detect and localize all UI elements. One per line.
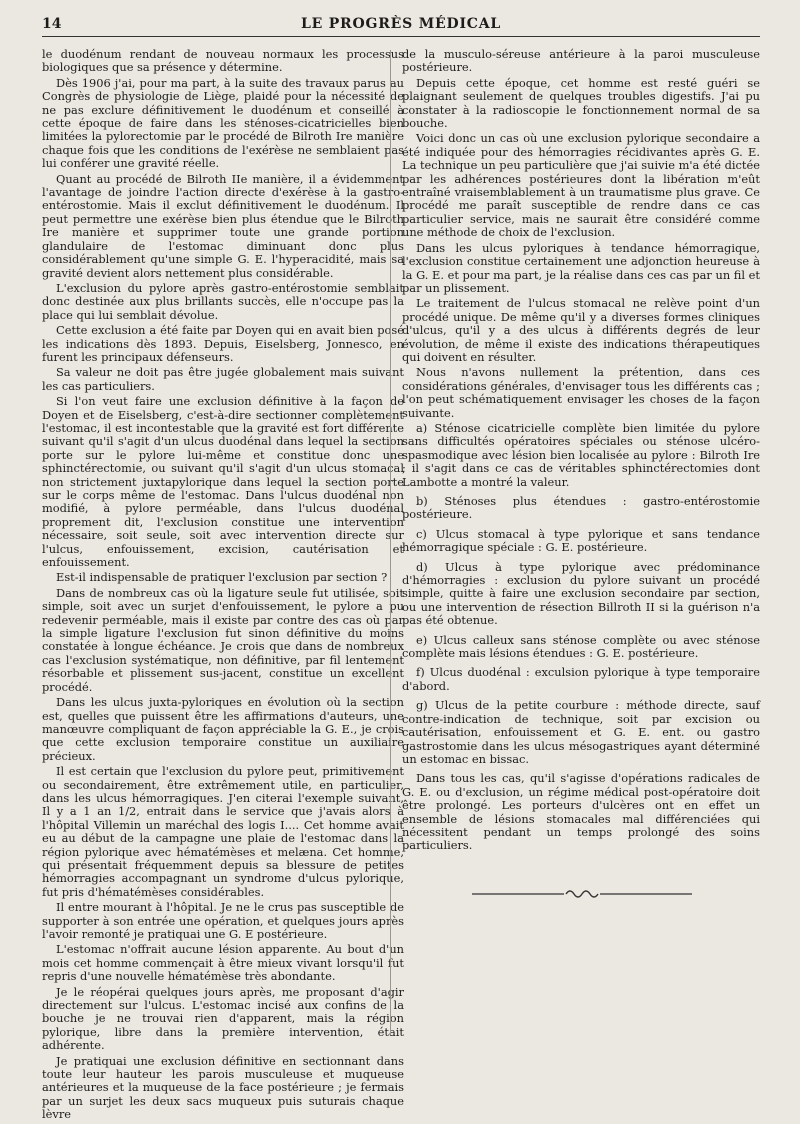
list-item: e) Ulcus calleux sans sténose complète ou avec sténose complète mais lésions étendues : G. E. postérieure. (402, 632, 760, 661)
paragraph: Je le réopérai quelques jours après, me proposant d'agir directement sur l'ulcus. L'estomac incisé aux confins de la bouche je ne trouvai rien d'apparent, mais la région pylorique, libre dans la première intervention, était adhérente. (42, 984, 404, 1053)
paragraph: Sa valeur ne doit pas être jugée globalement mais suivant les cas particuliers. (42, 365, 404, 393)
paragraph: Il entre mourant à l'hôpital. Je ne le crus pas susceptible de supporter à son entrée une opération, et quelques jours après l'avoir remonté je pratiquai une G. E postérieure. (42, 900, 404, 941)
list-item: f) Ulcus duodénal : exculsion pylorique à type temporaire d'abord. (402, 665, 760, 693)
paragraph: le duodénum rendant de nouveau normaux les processus biologiques que sa présence y détermine. (42, 47, 404, 75)
end-ornament-icon (472, 886, 692, 902)
paragraph: Dans les ulcus juxta-pyloriques en évolution où la section est, quelles que puissent être les affirmations d'auteurs, une manœuvre compliquant de façon appréciable la G. E., je crois que cette exclusion temporaire constitue un auxiliaire précieux. (42, 695, 404, 763)
paragraph: Cette exclusion a été faite par Doyen qui en avait bien posé les indications dès 1893. Depuis, Eiselsberg, Jonnesco, en furent les principaux défenseurs. (42, 323, 404, 364)
list-item: a) Sténose cicatricielle complète bien limitée du pylore sans difficultés opératoires spéciales ou sténose ulcéro-spasmodique avec lésion bien localisée au pylore : Bilroth Ire ; il s'agit dans ce cas de véritables sphinctérectomies dont Lambotte a montré la valeur. (402, 420, 760, 489)
paragraph: Si l'on veut faire une exclusion définitive à la façon de Doyen et de Eiselsberg, c'est-à-dire sectionner complètement l'estomac, il est incontestable que la gravité est fort différente suivant qu'il s'agit d'un ulcus duodénal dans lequel la section porte sur le pylore lui-même et constitue donc une sphinctérectomie, ou suivant qu'il s'agit d'un ulcus stomacal non strictement juxtapylorique dans lequel la section porte sur le corps même de l'estomac. Dans l'ulcus duodénal non modifié, à pylore perméable, dans l'ulcus duodénal proprement dit, l'exclusion constitue une intervention nécessaire, soit seule, soit avec intervention directe sur l'ulcus, enfouissement, excision, cautérisation et enfouissement. (42, 394, 404, 570)
paragraph: Est-il indispensable de pratiquer l'exclusion par section ? (56, 570, 388, 585)
list-item: b) Sténoses plus étendues : gastro-entérostomie postérieure. (402, 494, 760, 522)
paragraph: Dans les ulcus pyloriques à tendance hémorragique, l'exclusion constitue certainement une adjonction heureuse à la G. E. et pour ma part, je la réalise dans ces cas par un fil et par un plissement. (402, 240, 760, 295)
paragraph: Nous n'avons nullement la prétention, dans ces considérations générales, d'envisager tous les différents cas ; l'on peut schématiquement envisager les choses de la façon suivante. (402, 365, 760, 420)
list-item: c) Ulcus stomacal à type pylorique et sans tendance hémorragique spéciale : G. E. postérieure. (402, 526, 760, 555)
paragraph: Je pratiquai une exclusion définitive en sectionnant dans toute leur hauteur les parois musculeuse et muqueuse antérieures et la muqueuse de la face postérieure ; je fermais par un surjet les deux sacs muqueux puis suturais chaque lèvre (42, 1053, 404, 1122)
column-divider (390, 50, 391, 1035)
paragraph: Voici donc un cas où une exclusion pylorique secondaire a été indiquée pour des hémorragies récidivantes après G. E. La technique un peu particulière que j'ai suivie m'a été dictée par les adhérences postérieures dont la libération m'eût entraîné vraisemblablement à un traumatisme plus grave. Ce procédé me paraît susceptible de rendre dans ce cas particulier service, mais ne saurait être considéré comme une méthode de choix de l'exclusion. (402, 131, 760, 240)
paragraph: Dès 1906 j'ai, pour ma part, à la suite des travaux parus au Congrès de physiologie de Liège, plaidé pour la nécessité de ne pas exclure définitivement le duodénum et conseillé à cette époque de faire dans les sténoses-cicatricielles bien limitées la pylorectomie par le procédé de Bilroth Ire manière chaque fois que les conditions de l'exérèse ne semblaient pas lui conférer une gravité réelle. (42, 75, 404, 171)
right-column (402, 48, 760, 855)
left-column (42, 48, 404, 1124)
page-number: 14 (42, 16, 62, 32)
list-item: d) Ulcus à type pylorique avec prédominance d'hémorragies : exclusion du pylore suivant un procédé simple, quitte à faire une exclusion secondaire par section, ou une intervention de résection Billroth II si la guérison n'a pas été obtenue. (402, 559, 760, 628)
paragraph: Quant au procédé de Bilroth IIe manière, il a évidemment l'avantage de joindre l'action directe d'exérèse à la gastro-entérostomie. Mais il exclut définitivement le duodénum. Il peut permettre une exérèse bien plus étendue que le Bilroth Ire manière et supprimer toute une grande portion glandulaire de l'estomac diminuant donc plus considérablement qu'une simple G. E. l'hyperacidité, mais sa gravité devient alors nettement plus considérable. (42, 171, 404, 280)
header-rule (42, 36, 760, 37)
journal-title: LE PROGRÈS MÉDICAL (300, 16, 502, 32)
paragraph: Depuis cette époque, cet homme est resté guéri se plaignant seulement de quelques troubles digestifs. J'ai pu constater à la radioscopie le fonctionnement normal de sa bouche. (402, 75, 760, 131)
paragraph: Il est certain que l'exclusion du pylore peut, primitivement ou secondairement, être extrêmement utile, en particulier, dans les ulcus hémorragiques. J'en citerai l'exemple suivant, Il y a 1 an 1/2, entrait dans le service que j'avais alors à l'hôpital Villemin un maréchal des logis I.... Cet homme avait eu au début de la campagne une plaie de l'estomac dans la région pylorique avec hématémèses et melæna. Cet homme, qui présentait fréquemment depuis sa blessure de petites hémorragies accompagnant un syndrome d'ulcus pylorique, fut pris d'hématémèses considérables. (42, 764, 404, 899)
paragraph: L'exclusion du pylore après gastro-entérostomie semblait donc destinée aux plus brillants succès, elle n'occupe pas la place qui lui semblait dévolue. (42, 280, 404, 322)
paragraph: Dans tous les cas, qu'il s'agisse d'opérations radicales de G. E. ou d'exclusion, un régime médical post-opératoire doit être prolongé. Les porteurs d'ulcères ont en effet un ensemble de lésions stomacales mal différenciées qui nécessitent pendant un temps prolongé des soins particuliers. (402, 771, 760, 853)
page-header (42, 14, 760, 38)
paragraph: Le traitement de l'ulcus stomacal ne relève point d'un procédé unique. De même qu'il y a diverses formes cliniques d'ulcus, qu'il y a des ulcus à différents degrés de leur évolution, de même il existe des indications thérapeutiques qui doivent en résulter. (402, 296, 760, 364)
paragraph: L'estomac n'offrait aucune lésion apparente. Au bout d'un mois cet homme commençait à être mieux vivant lorsqu'il fut repris d'une nouvelle hématémèse très abondante. (42, 942, 404, 984)
paragraph: de la musculo-séreuse antérieure à la paroi musculeuse postérieure. (402, 47, 760, 75)
paragraph: Dans de nombreux cas où la ligature seule fut utilisée, soit simple, soit avec un surjet d'enfouissement, le pylore a pu redevenir perméable, mais il existe par contre des cas où par la simple ligature l'exclusion fut sinon définitive du moins constatée à longue échéance. Je crois que dans de nombreux cas l'exclusion systématique, non définitive, par fil lentement résorbable et plissement sus-jacent, constitue un excellent procédé. (42, 585, 404, 694)
list-item: g) Ulcus de la petite courbure : méthode directe, sauf contre-indication de technique, soit par excision ou cautérisation, enfouissement et G. E. ent. ou gastro gastrostomie dans les ulcus mésogastriques ayant déterminé un estomac en bissac. (402, 698, 760, 766)
